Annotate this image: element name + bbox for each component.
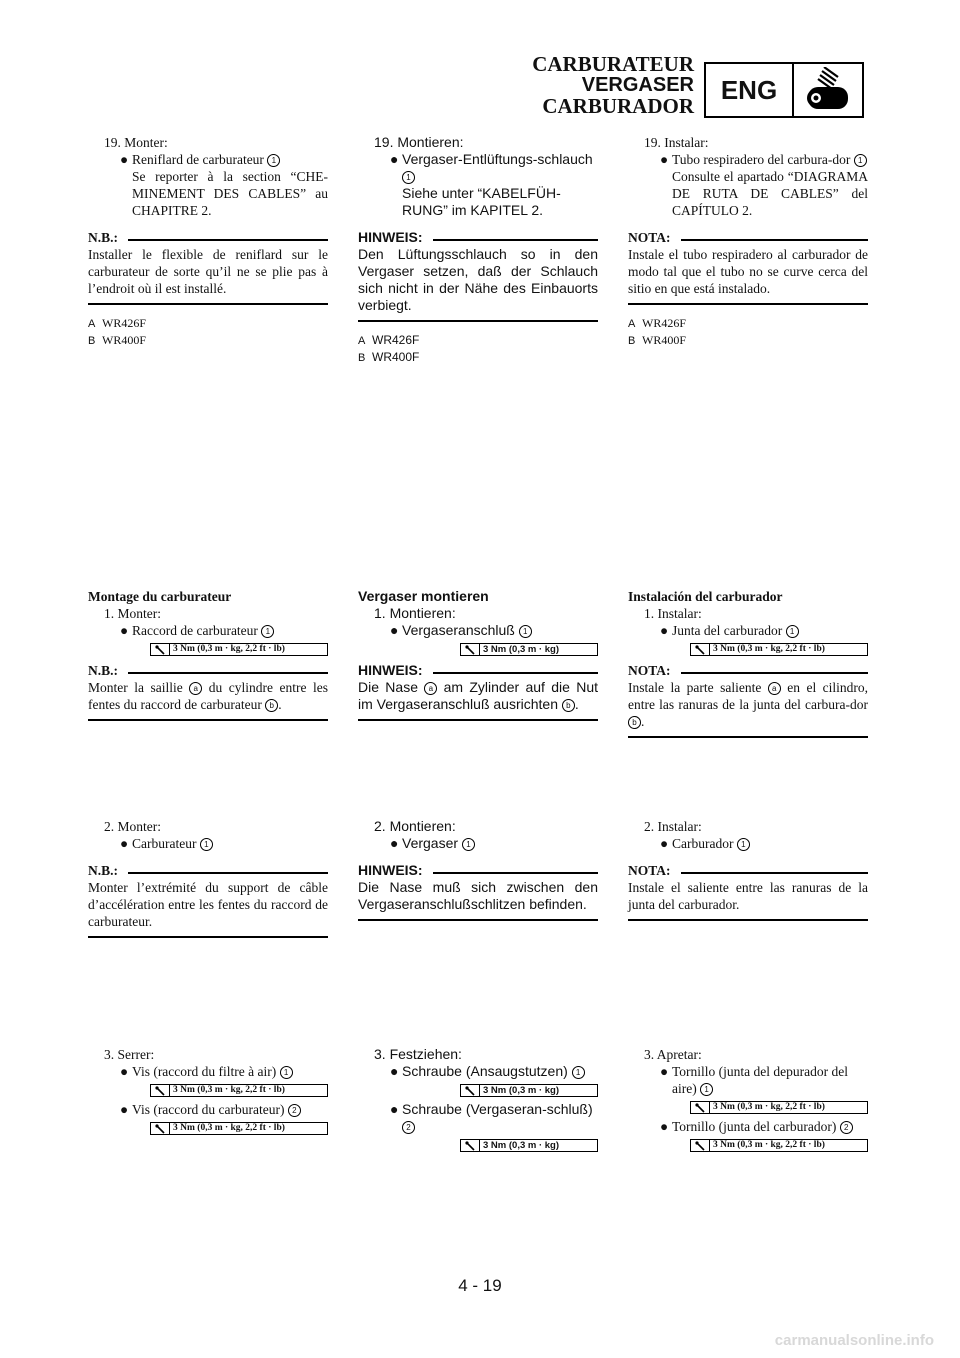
de-step-1-torque [460, 643, 598, 656]
circled-number-2: 2 [840, 1121, 853, 1134]
de-step-2-number: 2. Montieren: [374, 818, 456, 834]
bullet-icon: ● [660, 1064, 669, 1079]
es-step-1-item [628, 622, 868, 639]
circled-number-2: 2 [402, 1121, 415, 1134]
circled-number-1: 1 [462, 838, 475, 851]
torque-wrench-icon [151, 1085, 170, 1096]
es-carb-install-section [628, 588, 868, 738]
fr-carb-install-section [88, 588, 328, 721]
torque-wrench-icon [151, 644, 170, 655]
bullet-icon: ● [120, 1064, 129, 1079]
watermark: carmanualsonline.info [774, 1332, 934, 1349]
bullet-icon: ● [120, 836, 129, 851]
es-note-header [628, 862, 868, 879]
fr-step-2-item [88, 835, 328, 852]
torque-wrench-icon [691, 1140, 710, 1151]
fr-step-2-item-text: Carburateur [132, 836, 197, 851]
bullet-icon: ● [660, 623, 669, 638]
fr-step-19 [88, 134, 328, 349]
es-model-legend [628, 315, 868, 349]
es-step-3-torque-1 [690, 1101, 868, 1114]
fr-step-3-item-2 [88, 1101, 328, 1118]
circled-number-1: 1 [519, 625, 532, 638]
de-step-3-number: 3. Festziehen: [374, 1046, 462, 1062]
bullet-icon: ● [390, 622, 399, 638]
fr-step-1-torque [150, 643, 328, 656]
section-badge-label: ENG [706, 64, 794, 116]
torque-wrench-icon [691, 1102, 710, 1113]
fr-model-legend [88, 315, 328, 349]
es-step-1-number: 1. Instalar: [644, 606, 702, 621]
de-step-1-number: 1. Montieren: [374, 605, 456, 621]
de-step-3-item-1 [358, 1063, 598, 1080]
es-step-19-item-text: Tubo respiradero del carbura-dor [672, 152, 851, 167]
circled-number-1: 1 [261, 625, 274, 638]
key-b-icon: B [88, 335, 96, 347]
de-step-1-item [358, 622, 598, 639]
de-step-3-torque-2-value: 3 Nm (0,3 m · kg) [483, 1140, 560, 1151]
es-note-header [628, 662, 868, 679]
de-step-3-torque-2 [460, 1139, 598, 1152]
fr-step-1-torque-value: 3 Nm (0,3 m · kg, 2,2 ft · lb) [173, 644, 285, 654]
key-a-icon: A [88, 318, 96, 330]
es-step-2-item [628, 835, 868, 852]
fr-step-3-torque-2-value: 3 Nm (0,3 m · kg, 2,2 ft · lb) [173, 1123, 285, 1133]
de-step-2 [358, 818, 598, 921]
es-step-1-note [628, 679, 868, 738]
de-step-19-item [358, 151, 598, 185]
de-carb-install-section [358, 588, 598, 721]
es-step-3-item-2-text: Tornillo (junta del carburador) [672, 1119, 837, 1134]
es-step-1-torque [690, 643, 868, 656]
fr-step-19-item-text: Reniflard de carburateur [132, 152, 264, 167]
circled-number-1: 1 [200, 838, 213, 851]
key-b-icon: B [358, 352, 366, 364]
fr-note-label: N.B.: [88, 863, 118, 878]
es-model-a: WR426F [642, 316, 687, 330]
es-step-3-item-1 [628, 1063, 868, 1097]
fr-step-19-reference: Se reporter à la section “CHE-MINEMENT DES CABLES” au CHAPITRE 2. [132, 169, 328, 218]
de-step-3 [358, 1046, 598, 1156]
circled-number-1: 1 [280, 1066, 293, 1079]
de-step-2-item [358, 835, 598, 852]
de-step-19-item-text: Vergaser-Entlüftungs-schlauch [402, 151, 593, 167]
es-step-2 [628, 818, 868, 921]
key-a-icon: A [358, 335, 366, 347]
es-step-3 [628, 1046, 868, 1156]
fr-step-1-item [88, 622, 328, 639]
es-step-1-note-part2: en el cilindro, entre las ranuras de la junta del carbura-dor [628, 680, 869, 712]
fr-note-label: N.B.: [88, 663, 118, 678]
fr-step-3-torque-1-value: 3 Nm (0,3 m · kg, 2,2 ft · lb) [173, 1085, 285, 1095]
fr-step-3-number: 3. Serrer: [104, 1047, 155, 1062]
de-model-legend [358, 332, 598, 366]
fr-step-19-number: 19. Monter: [104, 135, 168, 150]
de-step-3-torque-1 [460, 1084, 598, 1097]
circled-number-1: 1 [854, 154, 867, 167]
circled-letter-a: a [189, 682, 202, 695]
bullet-icon: ● [660, 836, 669, 851]
bullet-icon: ● [390, 835, 399, 851]
de-step-3-torque-1-value: 3 Nm (0,3 m · kg) [483, 1085, 560, 1096]
de-note-header [358, 229, 598, 246]
title-german: VERGASER [581, 74, 694, 96]
de-note-header [358, 862, 598, 879]
es-step-19-item [628, 151, 868, 168]
fr-note-period: . [278, 697, 282, 712]
circled-number-1: 1 [402, 171, 415, 184]
es-step-2-item-text: Carburador [672, 836, 734, 851]
es-step-19-reference: Consulte el apartado “DIAGRAMA DE RUTA DE CABLES” del CAPÍTULO 2. [672, 169, 868, 218]
fr-note-label: N.B.: [88, 230, 118, 245]
fr-step-3-torque-1 [150, 1084, 328, 1097]
de-note-period: . [574, 696, 579, 712]
page-header-titles [532, 54, 694, 117]
es-note-header [628, 229, 868, 246]
es-step-3-torque-2-value: 3 Nm (0,3 m · kg, 2,2 ft · lb) [713, 1140, 825, 1150]
es-step-3-torque-2 [690, 1139, 868, 1152]
key-b-icon: B [628, 335, 636, 347]
es-step-1-item-text: Junta del carburador [672, 623, 783, 638]
es-step-2-note: Instale el saliente entre las ranuras de la junta del carburador. [628, 879, 868, 921]
fr-step-2-number: 2. Monter: [104, 819, 161, 834]
circled-letter-b: b [628, 716, 641, 729]
de-model-b: WR400F [372, 350, 420, 364]
title-french: CARBURATEUR [532, 52, 694, 76]
de-step-1-note [358, 679, 598, 721]
de-note-label: HINWEIS: [358, 229, 423, 245]
fr-step-3-item-1 [88, 1063, 328, 1080]
de-step-3-item-1-text: Schraube (Ansaugstutzen) [402, 1063, 568, 1079]
bullet-icon: ● [390, 151, 399, 167]
fr-step-1-note-part2: du cylindre entre les fentes du raccord de carburateur [88, 680, 329, 712]
fr-model-a: WR426F [102, 316, 147, 330]
es-note-label: NOTA: [628, 863, 671, 878]
bullet-icon: ● [120, 152, 129, 167]
fr-step-2 [88, 818, 328, 938]
de-step-1-torque-value: 3 Nm (0,3 m · kg) [483, 644, 560, 655]
key-a-icon: A [628, 318, 636, 330]
engine-icon [794, 64, 862, 116]
circled-number-1: 1 [267, 154, 280, 167]
fr-step-1-note-part1: Monter la saillie [88, 680, 183, 695]
es-step-3-number: 3. Apretar: [644, 1047, 702, 1062]
section-badge [704, 62, 864, 118]
torque-wrench-icon [461, 1085, 480, 1096]
bullet-icon: ● [120, 623, 129, 638]
torque-wrench-icon [461, 1140, 480, 1151]
es-step-19-number: 19. Instalar: [644, 135, 709, 150]
fr-step-2-note: Monter l’extrémité du support de câble d’accélération entre les fentes du raccord de carburateur. [88, 879, 328, 938]
circled-letter-a: a [768, 682, 781, 695]
circled-letter-a: a [424, 682, 437, 695]
torque-wrench-icon [461, 644, 480, 655]
fr-step-19-note: Installer le flexible de reniflard sur le carburateur de sorte qu’il ne se plie pas à l’endroit où il est installé. [88, 246, 328, 305]
de-note-label: HINWEIS: [358, 862, 423, 878]
de-note-label: HINWEIS: [358, 662, 423, 678]
fr-step-1-note [88, 679, 328, 721]
de-step-19 [358, 134, 598, 366]
torque-wrench-icon [691, 644, 710, 655]
es-step-1-note-part1: Instale la parte saliente [628, 680, 762, 695]
de-step-1-item-text: Vergaseranschluß [402, 622, 515, 638]
bullet-icon: ● [390, 1101, 399, 1117]
bullet-icon: ● [660, 152, 669, 167]
page-number: 4 - 19 [458, 1276, 502, 1295]
circled-number-1: 1 [786, 625, 799, 638]
de-step-19-note: Den Lüftungsschlauch so in den Vergaser setzen, daß der Schlauch sich nicht in der Nähe des Einbauorts verbiegt. [358, 246, 598, 322]
fr-step-3-item-1-text: Vis (raccord du filtre à air) [132, 1064, 277, 1079]
torque-wrench-icon [151, 1123, 170, 1134]
fr-step-1-number: 1. Monter: [104, 606, 161, 621]
es-note-label: NOTA: [628, 230, 671, 245]
de-step-1-note-part1: Die Nase [358, 679, 418, 695]
fr-note-header [88, 229, 328, 246]
es-step-3-item-2 [628, 1118, 868, 1135]
es-step-19 [628, 134, 868, 349]
es-step-1-torque-value: 3 Nm (0,3 m · kg, 2,2 ft · lb) [713, 644, 825, 654]
title-spanish: CARBURADOR [542, 94, 694, 118]
circled-letter-b: b [562, 699, 575, 712]
fr-step-3 [88, 1046, 328, 1139]
circled-number-1: 1 [737, 838, 750, 851]
circled-number-1: 1 [700, 1083, 713, 1096]
es-step-3-item-1-text: Tornillo (junta del depurador del aire) [672, 1064, 849, 1096]
de-step-3-item-2 [358, 1101, 598, 1135]
es-note-label: NOTA: [628, 663, 671, 678]
fr-note-header [88, 862, 328, 879]
circled-number-1: 1 [572, 1066, 585, 1079]
de-note-header [358, 662, 598, 679]
fr-section-title: Montage du carburateur [88, 589, 232, 604]
es-step-3-torque-1-value: 3 Nm (0,3 m · kg, 2,2 ft · lb) [713, 1102, 825, 1112]
bullet-icon: ● [390, 1063, 399, 1079]
de-step-2-item-text: Vergaser [402, 835, 459, 851]
fr-step-3-item-2-text: Vis (raccord du carburateur) [132, 1102, 285, 1117]
es-note-period: . [641, 714, 645, 729]
es-step-19-note: Instale el tubo respiradero al carburador de modo tal que el tubo no se curve cerca del sitio en que está instalado. [628, 246, 868, 305]
de-step-1-note-part2: am Zylinder auf die Nut im Vergaseranschluß ausrichten [358, 679, 599, 712]
de-step-3-item-2-text: Schraube (Vergaseran-schluß) [402, 1101, 593, 1117]
es-section-title: Instalación del carburador [628, 589, 783, 604]
es-step-2-number: 2. Instalar: [644, 819, 702, 834]
es-model-b: WR400F [642, 333, 687, 347]
de-section-title: Vergaser montieren [358, 588, 489, 604]
fr-model-b: WR400F [102, 333, 147, 347]
de-step-19-reference: Siehe unter “KABELFÜH-RUNG” im KAPITEL 2. [402, 185, 561, 218]
de-step-19-number: 19. Montieren: [374, 134, 464, 150]
fr-step-1-item-text: Raccord de carburateur [132, 623, 258, 638]
de-model-a: WR426F [372, 333, 420, 347]
fr-note-header [88, 662, 328, 679]
circled-letter-b: b [265, 699, 278, 712]
fr-step-3-torque-2 [150, 1122, 328, 1135]
bullet-icon: ● [120, 1102, 129, 1117]
bullet-icon: ● [660, 1119, 669, 1134]
fr-step-19-item [88, 151, 328, 168]
de-step-2-note: Die Nase muß sich zwischen den Vergaseranschlußschlitzen befinden. [358, 879, 598, 921]
circled-number-2: 2 [288, 1104, 301, 1117]
